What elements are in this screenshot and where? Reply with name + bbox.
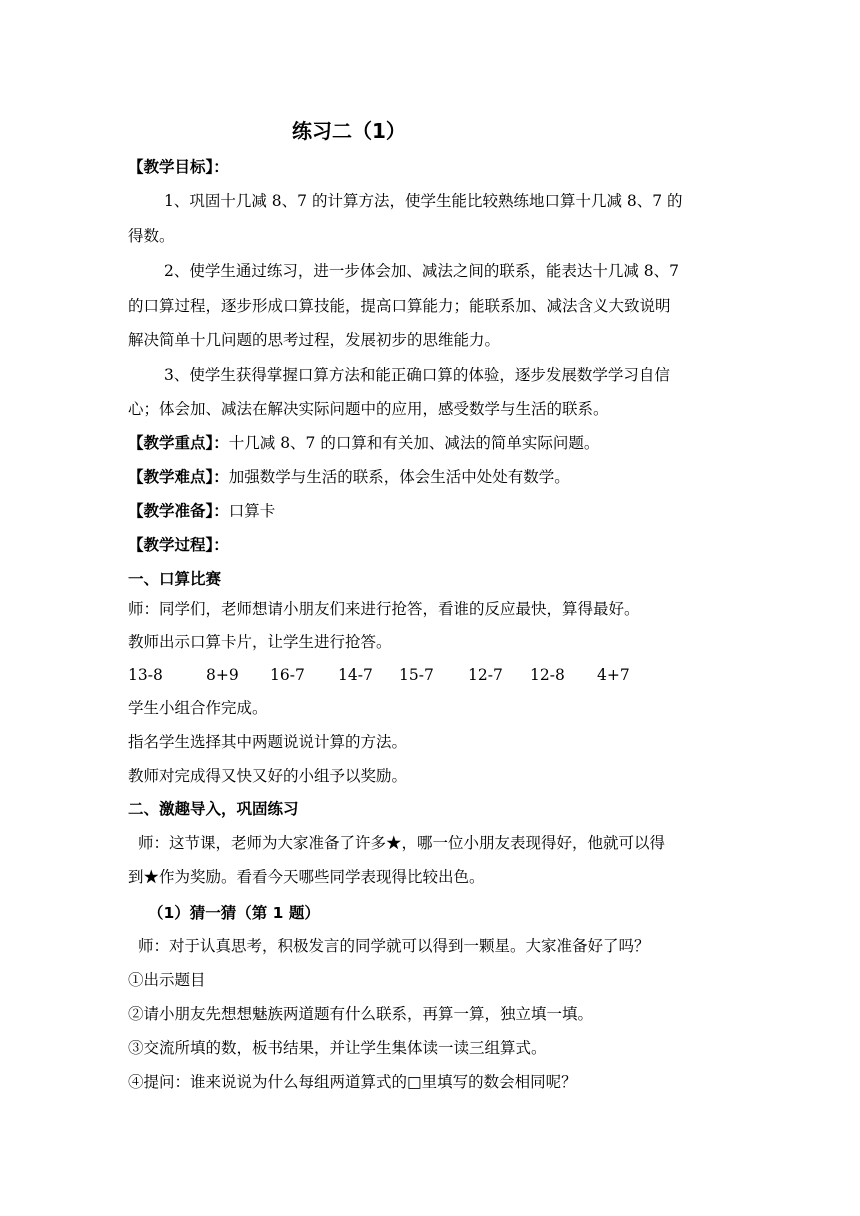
section-2-step-4: ④提问：谁来说说为什么每组两道算式的□里填写的数会相同呢？ [128,1073,577,1091]
section-1-line-5: 教师对完成得又快又好的小组予以奖励。 [128,767,408,785]
preparation-label: 【教学准备】： [128,502,229,520]
section-2-heading: 二、激趣导入，巩固练习 [128,800,299,818]
section-1-heading: 一、口算比赛 [128,570,222,588]
objective-3-line-2: 心；体会加、减法在解决实际问题中的应用，感受数学与生活的联系。 [128,400,609,418]
expression: 15-7 [399,666,434,684]
objective-1-line-1: 1、巩固十几减 8、7 的计算方法，使学生能比较熟练地口算十几减 8、7 的 [164,192,683,210]
key-points-text: 十几减 8、7 的口算和有关加、减法的简单实际问题。 [228,434,600,452]
section-1-line-1: 师：同学们，老师想请小朋友们来进行抢答，看谁的反应最快，算得最好。 [128,600,640,618]
expression: 12-8 [530,666,565,684]
preparation [128,501,738,521]
objective-1-line-2: 得数。 [128,227,175,245]
key-points [128,433,738,453]
section-1-line-2: 教师出示口算卡片，让学生进行抢答。 [128,633,392,651]
objective-2-line-3: 解决简单十几问题的思考过程，发展初步的思维能力。 [128,331,501,349]
section-2-step-2: ②请小朋友先想想魅族两道题有什么联系，再算一算，独立填一填。 [128,1005,594,1023]
section-2-line-3: 师：对于认真思考，积极发言的同学就可以得到一颗星。大家准备好了吗？ [138,937,650,955]
objective-2-line-2: 的口算过程，逐步形成口算技能，提高口算能力；能联系加、减法含义大致说明 [128,297,671,315]
section-2-line-2: 到★作为奖励。看看今天哪些同学表现得比较出色。 [128,868,485,886]
section-1-line-3: 学生小组合作完成。 [128,699,268,717]
difficulties-label: 【教学难点】： [128,468,229,486]
process-heading: 【教学过程】： [128,536,229,554]
expression: 13-8 [128,666,163,684]
expression: 4+7 [597,666,630,684]
objective-2-line-1: 2、使学生通过练习，进一步体会加、减法之间的联系，能表达十几减 8、7 [164,262,680,280]
section-2-line-1: 师：这节课，老师为大家准备了许多★，哪一位小朋友表现得好，他就可以得 [138,834,666,852]
objective-3-line-1: 3、使学生获得掌握口算方法和能正确口算的体验，逐步发展数学学习自信 [164,366,670,384]
key-points-label: 【教学重点】： [128,434,229,452]
document-title: 练习二（1） [292,119,406,143]
section-1-line-4: 指名学生选择其中两题说说计算的方法。 [128,733,408,751]
objectives-heading: 【教学目标】： [128,158,229,176]
expression: 8+9 [206,666,239,684]
section-2-step-1: ①出示题目 [128,971,206,989]
difficulties [128,467,738,487]
difficulties-text: 加强数学与生活的联系，体会生活中处处有数学。 [228,468,570,486]
section-2-subheading: （1）猜一猜（第 1 题） [148,904,320,922]
expression: 16-7 [270,666,305,684]
expression: 12-7 [468,666,503,684]
section-2-step-3: ③交流所填的数，板书结果，并让学生集体读一读三组算式。 [128,1039,547,1057]
oral-calc-expressions [128,665,738,685]
preparation-text: 口算卡 [228,502,276,520]
expression: 14-7 [338,666,373,684]
